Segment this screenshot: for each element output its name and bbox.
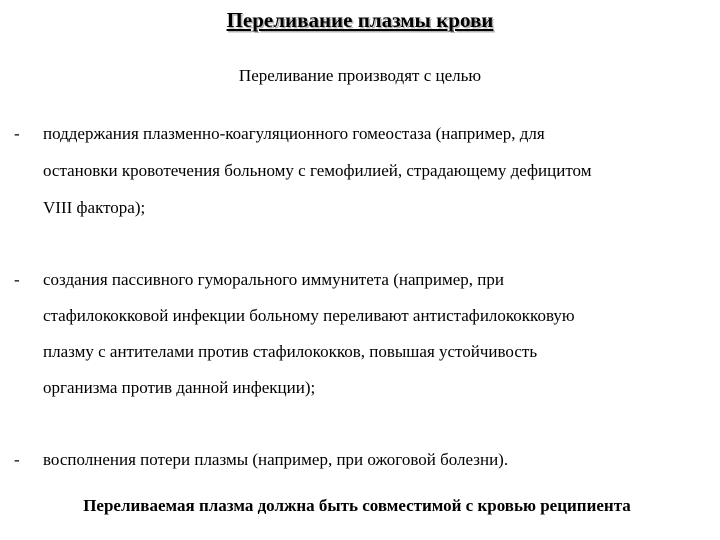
list-item-line: создания пассивного гуморального иммунитета (например, при [43, 270, 504, 289]
conclusion-text: Переливаемая плазма должна быть совместимой с кровью реципиента [83, 496, 631, 515]
bullet-dash: - [14, 450, 20, 469]
list-item-line: плазму с антителами против стафилококков, повышая устойчивость [43, 342, 538, 361]
list-item-line: остановки кровотечения больному с гемофилией, страдающему дефицитом [43, 161, 592, 180]
bullet-dash: - [14, 270, 20, 289]
slide-title: Переливание плазмы крови [226, 8, 494, 32]
list-item-line: поддержания плазменно-коагуляционного гомеостаза (например, для [43, 124, 545, 143]
list-item-line: восполнения потери плазмы (например, при ожоговой болезни). [43, 450, 509, 469]
list-item-line: VIII фактора); [43, 198, 146, 217]
bullet-dash: - [14, 124, 20, 143]
list-item-line: организма против данной инфекции); [43, 378, 316, 397]
slide-subtitle: Переливание производят с целью [238, 66, 482, 85]
list-item-line: стафилококковой инфекции больному переливают антистафилококковую [43, 306, 575, 325]
